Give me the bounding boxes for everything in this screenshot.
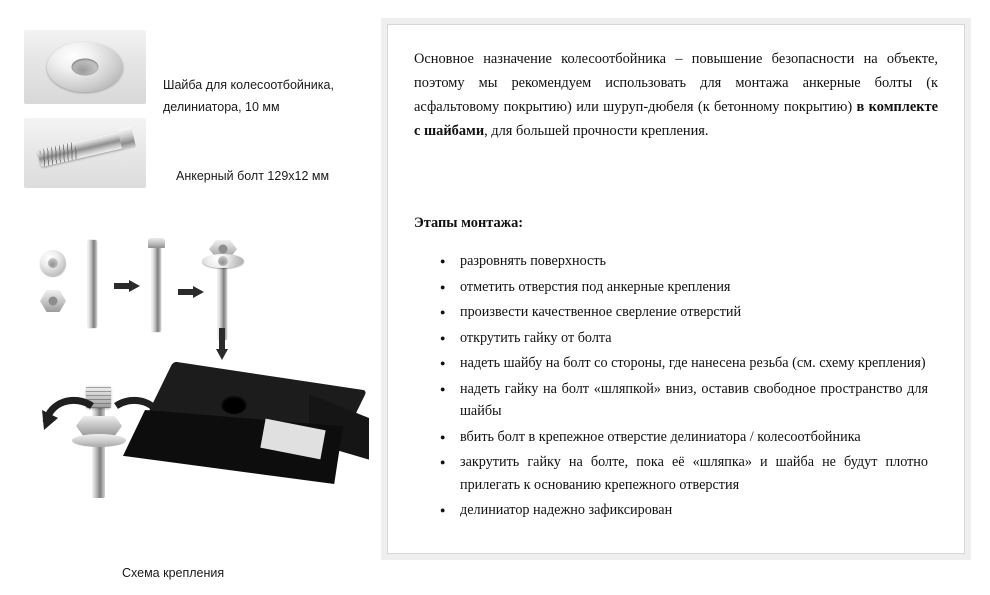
diagram-bolt-with-head	[152, 246, 161, 332]
intro-text-bold: в комплекте с шайбами	[414, 99, 938, 139]
washer-icon	[24, 30, 146, 104]
washer-caption: Шайба для колесоотбойника, делиниатора, 10 мм	[163, 78, 334, 114]
diagram-washer-icon	[40, 250, 66, 276]
list-item: ● вбить болт в крепежное отверстие делиниатора / колесоотбойника	[460, 426, 938, 449]
diagram-bolt-head-shape	[148, 238, 165, 248]
diagram-arrow-down	[216, 328, 228, 360]
mounting-scheme-diagram	[18, 228, 358, 548]
list-item: ● надеть гайку на болт «шляпкой» вниз, оставив свободное пространство для шайбы	[460, 378, 938, 423]
stages-heading: Этапы монтажа:	[414, 215, 524, 231]
intro-paragraph	[414, 47, 938, 143]
instructions-panel	[381, 18, 971, 560]
list-item: ● произвести качественное сверление отверстий	[460, 301, 938, 324]
diagram-nut-icon	[40, 290, 66, 312]
stopper-mounting-hole	[221, 394, 247, 414]
stages-list	[414, 250, 938, 522]
anchor-bolt-icon	[24, 118, 146, 188]
instructions-panel-inner	[387, 24, 965, 554]
list-item: ● делиниатор надежно зафиксирован	[460, 499, 938, 522]
scheme-caption: Схема крепления	[122, 566, 225, 580]
list-item: ● закрутить гайку на болте, пока её «шляпка» и шайба не будут плотно прилегать к основанию крепежного отверстия	[460, 451, 938, 496]
diagram-arrow-right-1	[114, 280, 140, 292]
list-item: ● открутить гайку от болта	[460, 327, 938, 350]
bolt-thread-shape	[39, 142, 78, 167]
washer-hole-shape	[72, 59, 99, 76]
washer-disc-shape	[47, 42, 123, 92]
anchor-bolt-item	[18, 118, 358, 188]
diagram-bolt-bare	[88, 240, 97, 328]
parts-illustration-column	[0, 0, 372, 595]
list-item: ● разровнять поверхность	[460, 250, 938, 273]
diagram-arrow-right-2	[178, 286, 204, 298]
intro-text-before: Основное назначение колесоотбойника – повышение безопасности на объекте, поэтому мы рекомендуем использовать для монтажа анкерные болты (к асфальтовому покрытию) или шуруп-дюбеля (к бетонному покрытию)	[414, 51, 938, 115]
diagram-assembled-washer	[202, 254, 244, 268]
list-item: ● надеть шайбу на болт со стороны, где нанесена резьба (см. схему крепления)	[460, 352, 938, 375]
rotation-arrow-left-icon	[40, 396, 100, 448]
list-item: ● отметить отверстия под анкерные крепления	[460, 276, 938, 299]
intro-text-after: , для большей прочности крепления.	[484, 123, 709, 139]
bolt-body-shape	[37, 130, 130, 167]
bolt-head-shape	[118, 127, 136, 151]
anchor-bolt-caption: Анкерный болт 129х12 мм	[176, 169, 330, 183]
wheel-stopper-illustration	[113, 358, 371, 518]
washer-item	[18, 30, 358, 114]
